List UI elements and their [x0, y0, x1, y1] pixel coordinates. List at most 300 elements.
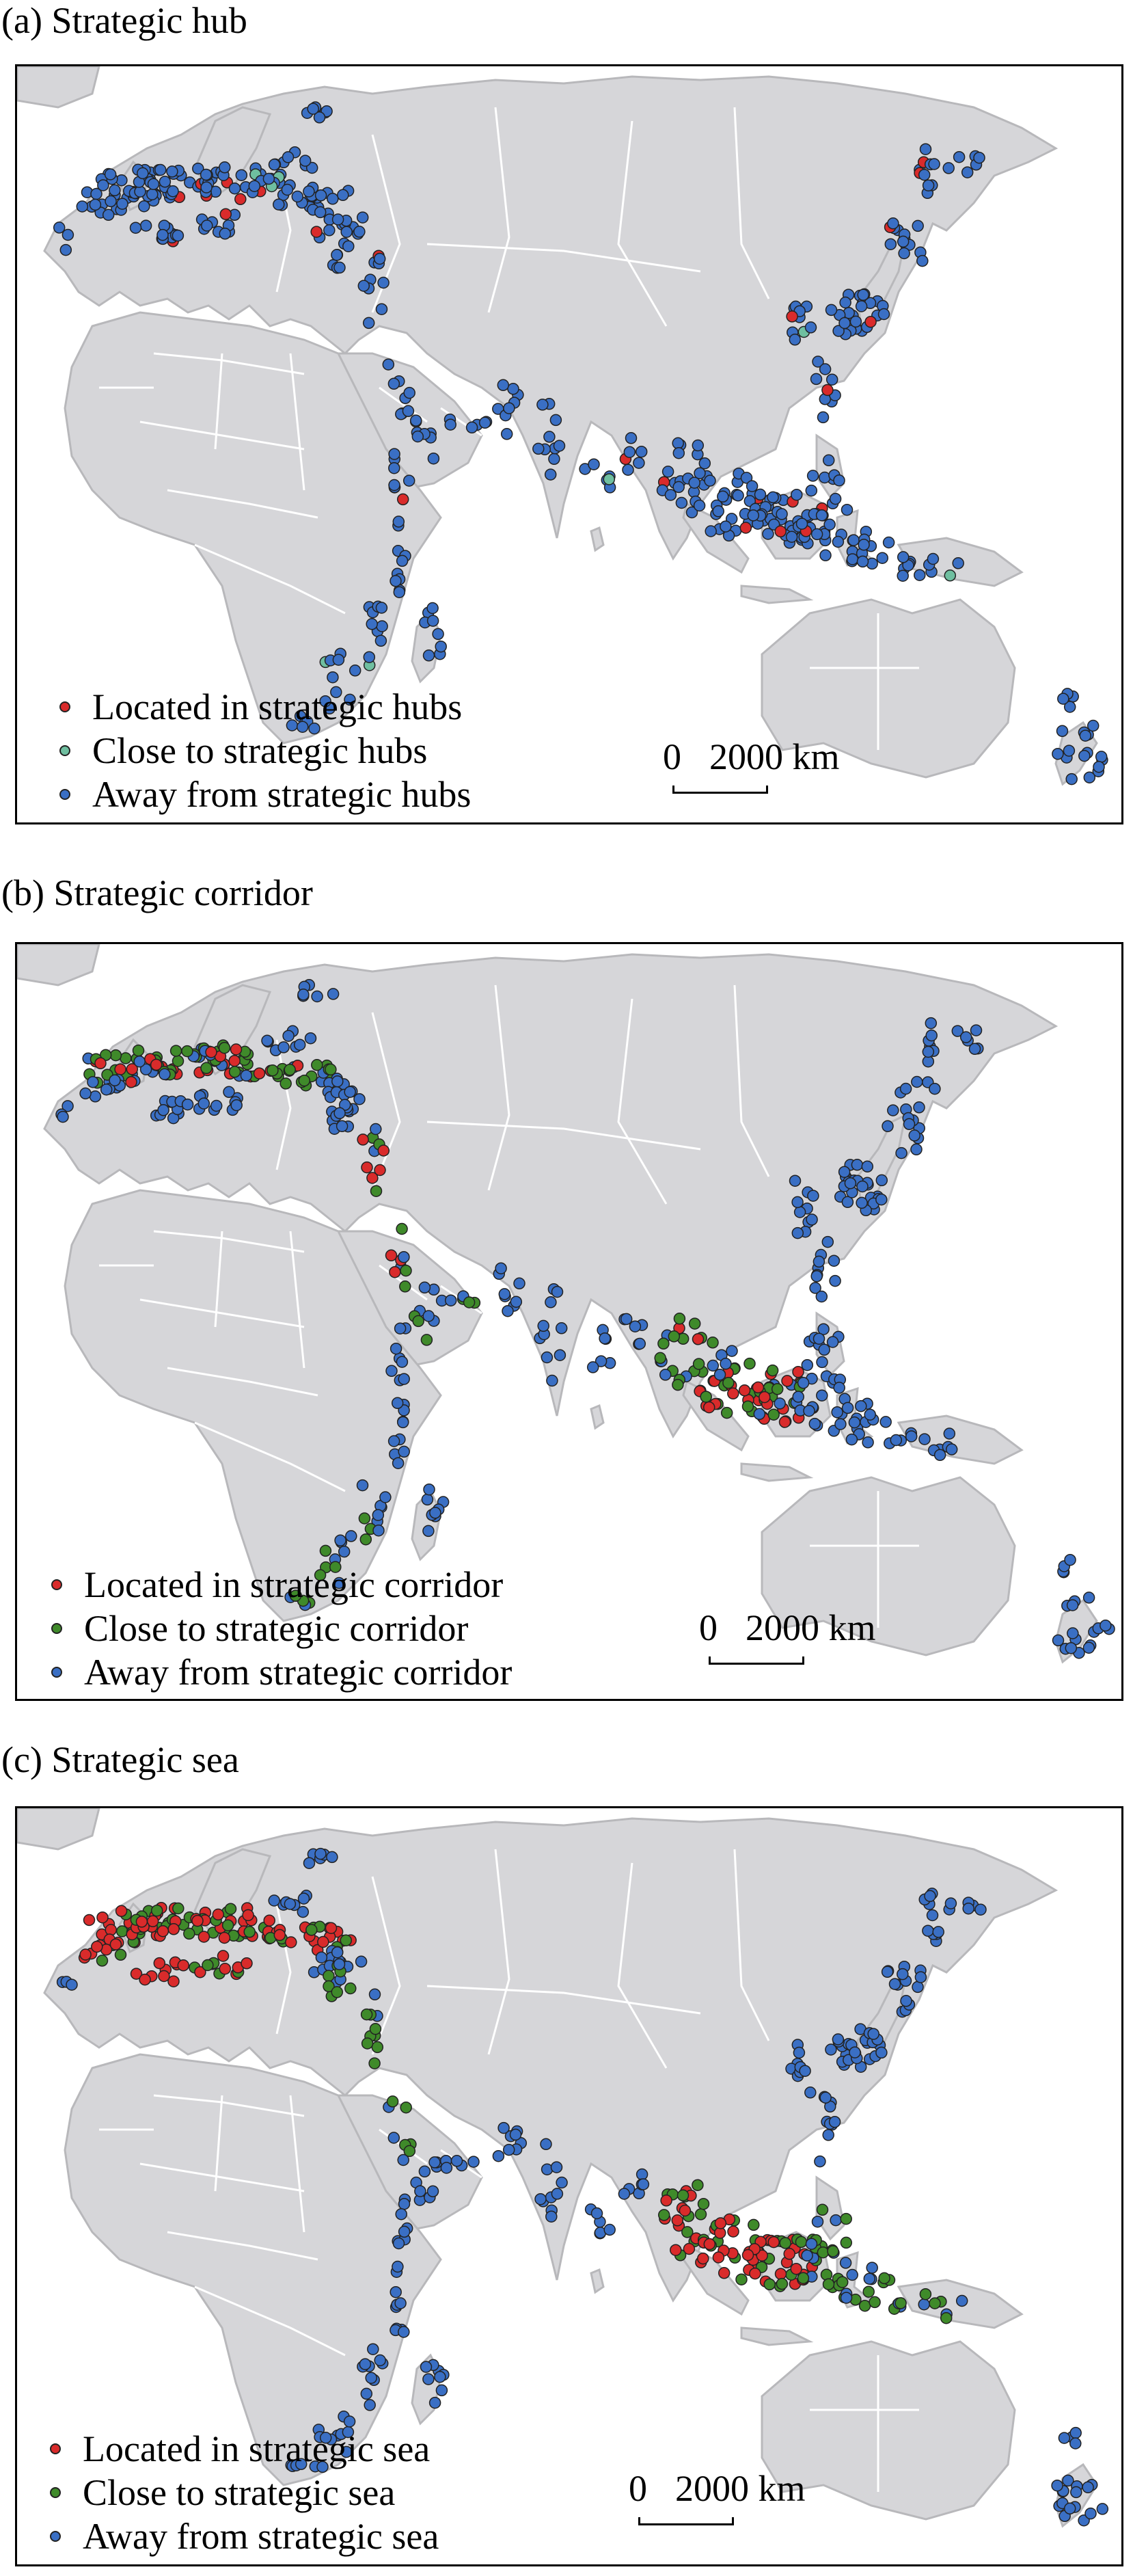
port-marker-located: [374, 1165, 385, 1176]
port-marker-located: [95, 1058, 106, 1069]
port-marker-away: [343, 241, 354, 252]
port-marker-away: [201, 170, 212, 180]
panel-b-title: (b) Strategic corridor: [1, 872, 313, 913]
panel-a-scale-bar: [663, 736, 868, 805]
port-marker-away: [813, 2216, 823, 2227]
port-marker-close: [115, 1949, 126, 1960]
port-marker-away: [305, 1033, 316, 1044]
port-marker-away: [376, 602, 387, 613]
landmass: [741, 586, 810, 603]
port-marker-away: [830, 1276, 841, 1287]
port-marker-away: [493, 2151, 504, 2162]
port-marker-away: [283, 1030, 294, 1041]
port-marker-close: [244, 1927, 255, 1937]
port-marker-away: [300, 155, 311, 166]
port-marker-away: [430, 2398, 441, 2409]
port-marker-away: [715, 1369, 726, 1380]
port-marker-away: [370, 1989, 381, 2000]
port-marker-close: [223, 1920, 234, 1931]
port-marker-away: [230, 183, 241, 194]
port-marker-located: [713, 2252, 724, 2263]
port-marker-away: [927, 1910, 938, 1921]
port-marker-away: [504, 403, 515, 414]
port-marker-away: [1083, 1642, 1094, 1653]
port-marker-close: [97, 1955, 108, 1966]
port-marker-away: [423, 1525, 434, 1536]
port-marker-located: [231, 1044, 242, 1055]
port-marker-close: [780, 2238, 791, 2249]
port-marker-located: [206, 1047, 217, 1058]
landmass: [591, 1406, 603, 1428]
port-marker-away: [402, 405, 413, 416]
port-marker-away: [588, 459, 599, 470]
port-marker-away: [219, 228, 230, 239]
landmass: [741, 1464, 810, 1481]
port-marker-away: [618, 2188, 629, 2199]
port-marker-away: [419, 1282, 430, 1293]
port-marker-close: [678, 2190, 689, 2201]
legend-label-away: Away from strategic corridor: [84, 1652, 513, 1693]
port-marker-away: [621, 1313, 632, 1324]
port-marker-away: [544, 431, 555, 442]
close-marker-icon: [50, 2487, 61, 2498]
port-marker-away: [412, 431, 423, 442]
port-marker-away: [754, 1408, 765, 1419]
port-marker-away: [375, 635, 386, 646]
port-marker-close: [841, 2214, 851, 2225]
port-marker-away: [623, 464, 633, 475]
port-marker-away: [1067, 1628, 1078, 1639]
port-marker-away: [663, 466, 674, 477]
port-marker-away: [315, 206, 326, 217]
port-marker-located: [390, 1267, 400, 1278]
port-marker-away: [798, 1378, 809, 1388]
port-marker-away: [929, 1084, 940, 1095]
port-marker-away: [158, 1105, 169, 1116]
port-marker-located: [784, 2249, 795, 2259]
port-marker-located: [198, 1931, 209, 1942]
port-marker-located: [274, 1929, 285, 1940]
panel-c-map: [15, 1806, 1123, 2566]
port-marker-away: [552, 1287, 563, 1298]
port-marker-away: [689, 477, 700, 488]
port-marker-close: [795, 2236, 806, 2247]
port-marker-located: [318, 1937, 329, 1948]
port-marker-close: [767, 1365, 778, 1376]
port-marker-away: [391, 1343, 402, 1354]
port-marker-located: [220, 209, 231, 219]
port-marker-away: [231, 1100, 242, 1111]
port-marker-away: [430, 1507, 441, 1518]
port-marker-away: [80, 1088, 91, 1099]
port-marker-close: [696, 2209, 707, 2220]
landmass: [17, 66, 99, 107]
port-marker-away: [944, 1428, 955, 1439]
port-marker-away: [879, 309, 890, 320]
port-marker-located: [776, 2268, 787, 2279]
port-marker-close: [863, 2286, 874, 2297]
port-marker-away: [823, 455, 834, 466]
port-marker-close: [404, 2145, 415, 2156]
port-marker-away: [817, 1356, 828, 1367]
port-marker-away: [327, 672, 338, 683]
close-marker-icon: [51, 1623, 62, 1634]
port-marker-away: [546, 2211, 557, 2222]
port-marker-away: [864, 2273, 875, 2284]
legend-label-close: Close to strategic hubs: [92, 730, 428, 771]
port-marker-located: [791, 2264, 802, 2275]
port-marker-away: [404, 388, 415, 399]
port-marker-away: [888, 1105, 899, 1116]
port-marker-away: [249, 180, 260, 191]
port-marker-away: [328, 989, 339, 999]
port-marker-away: [424, 650, 435, 661]
port-marker-away: [182, 1099, 193, 1110]
port-marker-away: [269, 159, 280, 170]
legend-item-away: [59, 773, 471, 816]
port-marker-close: [690, 1318, 700, 1329]
port-marker-away: [748, 510, 759, 521]
port-marker-away: [720, 1358, 731, 1369]
port-marker-away: [283, 152, 294, 163]
port-marker-close: [280, 1078, 291, 1089]
port-marker-located: [704, 1402, 715, 1413]
port-marker-away: [901, 1996, 912, 2007]
port-marker-away: [726, 1345, 737, 1356]
port-marker-away: [332, 1076, 343, 1087]
port-marker-away: [508, 384, 519, 394]
port-marker-away: [1084, 1592, 1095, 1603]
port-marker-away: [848, 535, 859, 546]
port-marker-away: [399, 2199, 410, 2210]
legend-label-close: Close to strategic sea: [83, 2472, 396, 2513]
located-marker-icon: [59, 701, 70, 712]
legend-item-close: [59, 729, 471, 773]
port-marker-away: [917, 256, 928, 267]
port-marker-close: [929, 2298, 940, 2309]
port-marker-away: [804, 1406, 815, 1417]
port-marker-away: [421, 2361, 432, 2372]
port-marker-away: [1079, 751, 1090, 762]
port-marker-away: [468, 2156, 479, 2167]
landmass: [899, 1416, 1022, 1464]
port-marker-away: [904, 1118, 915, 1129]
port-marker-away: [57, 1112, 68, 1123]
port-marker-away: [364, 2400, 375, 2411]
port-marker-away: [898, 236, 909, 247]
port-marker-away: [856, 301, 867, 312]
port-marker-located: [126, 1077, 137, 1088]
port-marker-away: [219, 162, 230, 173]
landmass: [17, 944, 99, 985]
port-marker-away: [316, 1952, 327, 1963]
port-marker-away: [141, 220, 152, 231]
port-marker-away: [604, 2225, 615, 2236]
port-marker-away: [817, 510, 828, 521]
port-marker-away: [876, 2047, 887, 2058]
port-marker-away: [776, 509, 787, 520]
port-marker-away: [361, 2388, 372, 2399]
port-marker-away: [304, 1857, 315, 1868]
panel-b-map: [15, 942, 1123, 1701]
port-marker-away: [1057, 725, 1068, 736]
port-marker-away: [599, 1333, 610, 1344]
port-marker-away: [862, 1437, 873, 1448]
port-marker-located: [136, 1916, 147, 1927]
port-marker-away: [423, 2374, 434, 2385]
port-marker-away: [626, 433, 637, 444]
port-marker-away: [755, 489, 766, 500]
legend-label-located: Located in strategic hubs: [92, 686, 463, 727]
port-marker-close: [895, 2298, 906, 2309]
port-marker-away: [974, 152, 985, 163]
port-marker-away: [827, 374, 838, 385]
port-marker-away: [155, 165, 166, 176]
port-marker-away: [366, 2372, 377, 2383]
port-marker-away: [846, 1434, 857, 1445]
port-marker-away: [370, 1124, 381, 1135]
port-marker-located: [110, 1939, 121, 1950]
port-marker-close: [879, 2272, 890, 2283]
port-marker-away: [433, 628, 443, 639]
port-marker-away: [906, 1431, 917, 1442]
port-marker-away: [354, 226, 365, 237]
port-marker-away: [954, 152, 965, 163]
port-marker-away: [923, 1925, 933, 1936]
port-marker-away: [54, 222, 65, 233]
port-marker-close: [743, 1401, 754, 1412]
port-marker-away: [1096, 751, 1107, 762]
port-marker-away: [832, 1407, 843, 1418]
port-marker-away: [767, 492, 778, 502]
port-marker-away: [946, 1444, 957, 1455]
port-marker-away: [747, 481, 758, 492]
port-marker-away: [1052, 2480, 1063, 2491]
port-marker-away: [211, 1101, 222, 1112]
port-marker-away: [809, 1419, 820, 1430]
port-marker-located: [115, 1064, 126, 1075]
port-marker-away: [284, 1899, 295, 1909]
port-marker-away: [334, 1959, 345, 1970]
port-marker-away: [912, 1077, 923, 1088]
port-marker-away: [445, 419, 456, 430]
port-marker-away: [341, 226, 352, 237]
port-marker-away: [1058, 693, 1069, 704]
port-marker-located: [243, 1909, 254, 1920]
port-marker-close: [345, 1983, 356, 1994]
port-marker-away: [514, 1278, 525, 1289]
port-marker-located: [159, 1971, 169, 1982]
port-marker-close: [325, 1064, 336, 1075]
port-marker-away: [390, 576, 401, 587]
port-marker-located: [728, 1388, 739, 1399]
port-marker-away: [1088, 721, 1099, 732]
port-marker-located: [740, 522, 751, 533]
port-marker-away: [344, 1086, 355, 1097]
port-marker-away: [912, 220, 923, 231]
port-marker-away: [911, 1144, 922, 1155]
port-marker-away: [327, 1851, 338, 1862]
port-marker-away: [790, 1175, 801, 1186]
port-marker-away: [830, 494, 841, 505]
port-marker-away: [789, 334, 800, 345]
port-marker-away: [368, 2344, 379, 2354]
port-marker-away: [395, 2298, 406, 2309]
port-marker-away: [167, 166, 178, 177]
port-marker-close: [700, 1391, 711, 1402]
port-marker-close: [421, 1334, 432, 1345]
port-marker-away: [897, 1969, 908, 1980]
legend-label-away: Away from strategic sea: [83, 2516, 439, 2557]
port-marker-away: [733, 490, 743, 501]
port-marker-away: [333, 214, 344, 225]
port-marker-located: [743, 2250, 754, 2261]
port-marker-away: [60, 245, 71, 256]
port-marker-away: [535, 2194, 546, 2205]
port-marker-away: [389, 1436, 400, 1447]
port-marker-away: [415, 2186, 426, 2197]
port-marker-away: [847, 2270, 858, 2281]
port-marker-away: [961, 1032, 972, 1043]
port-marker-away: [137, 167, 148, 178]
scale-line: [672, 786, 768, 794]
port-marker-located: [254, 1068, 265, 1079]
legend-item-close: [51, 1607, 512, 1650]
port-marker-away: [820, 2092, 831, 2103]
port-marker-away: [840, 297, 851, 308]
port-marker-close: [603, 474, 614, 485]
port-marker-away: [502, 429, 513, 440]
port-marker-away: [386, 1365, 397, 1376]
port-marker-away: [793, 1391, 804, 1402]
port-marker-close: [361, 2009, 372, 2020]
port-marker-away: [975, 1904, 986, 1915]
port-marker-close: [674, 1313, 685, 1324]
port-marker-close: [226, 1903, 236, 1914]
port-marker-away: [316, 190, 327, 201]
port-marker-away: [467, 422, 478, 433]
port-marker-away: [885, 239, 896, 250]
port-marker-away: [1084, 772, 1095, 783]
port-marker-away: [354, 1094, 365, 1105]
port-marker-away: [411, 415, 422, 426]
port-marker-away: [792, 1228, 803, 1239]
port-marker-away: [802, 2250, 813, 2261]
port-marker-away: [117, 198, 128, 209]
port-marker-away: [167, 186, 178, 197]
port-marker-away: [292, 191, 303, 202]
port-marker-away: [868, 2028, 879, 2039]
scale-zero: 0: [699, 1607, 718, 1648]
port-marker-away: [446, 1295, 456, 1306]
port-marker-close: [284, 1064, 295, 1075]
port-marker-away: [1100, 1620, 1111, 1631]
port-marker-away: [499, 1289, 510, 1300]
port-marker-close: [817, 2204, 828, 2215]
port-marker-away: [556, 1323, 567, 1334]
port-marker-close: [723, 1378, 734, 1388]
port-marker-close: [658, 1338, 669, 1349]
port-marker-away: [547, 1376, 558, 1386]
port-marker-away: [835, 1419, 846, 1430]
port-marker-away: [390, 2287, 401, 2298]
away-marker-icon: [50, 2531, 61, 2542]
scale-label: 2000 km: [746, 1607, 876, 1648]
port-marker-close: [464, 1297, 475, 1308]
port-marker-away: [298, 989, 309, 1000]
port-marker-located: [84, 1915, 95, 1926]
port-marker-away: [427, 603, 438, 614]
port-marker-away: [634, 1339, 645, 1350]
port-marker-away: [495, 1263, 506, 1274]
legend-item-located: [50, 2427, 439, 2471]
port-marker-away: [429, 2157, 440, 2168]
port-marker-away: [308, 103, 318, 114]
panel-a-legend: [59, 685, 471, 816]
scale-label: 2000 km: [675, 2468, 806, 2509]
port-marker-away: [718, 491, 728, 502]
port-marker-away: [926, 1030, 937, 1041]
port-marker-away: [98, 180, 109, 191]
panel-a-title: (a) Strategic hub: [1, 0, 247, 41]
port-marker-away: [925, 1890, 936, 1901]
scale-line: [709, 1656, 804, 1665]
port-marker-located: [139, 1974, 150, 1985]
port-marker-away: [419, 2166, 430, 2177]
port-marker-away: [332, 1947, 343, 1958]
port-marker-away: [377, 304, 387, 314]
port-marker-away: [1065, 1643, 1076, 1654]
port-marker-away: [394, 2238, 405, 2249]
port-marker-away: [236, 170, 247, 180]
port-marker-away: [935, 1449, 946, 1460]
port-marker-away: [66, 1979, 77, 1990]
port-marker-away: [673, 448, 684, 459]
port-marker-close: [331, 1987, 342, 1998]
port-marker-close: [230, 1066, 241, 1077]
port-marker-away: [105, 196, 116, 206]
port-marker-away: [841, 2257, 851, 2268]
port-marker-away: [856, 1401, 866, 1412]
port-marker-close: [120, 1053, 131, 1064]
port-marker-away: [774, 1398, 785, 1409]
port-marker-away: [592, 2208, 603, 2219]
port-marker-away: [818, 412, 829, 422]
port-marker-located: [728, 2226, 739, 2237]
port-marker-close: [306, 1924, 317, 1935]
landmass: [17, 1808, 99, 1849]
port-marker-close: [369, 2058, 380, 2069]
port-marker-away: [824, 519, 835, 530]
port-marker-located: [235, 193, 246, 204]
port-marker-away: [545, 469, 556, 480]
port-marker-close: [722, 1408, 733, 1419]
port-marker-away: [797, 518, 808, 529]
port-marker-close: [772, 1384, 783, 1395]
port-marker-located: [693, 1334, 704, 1345]
port-marker-away: [832, 537, 843, 548]
port-marker-close: [698, 2199, 709, 2210]
legend-item-away: [51, 1650, 512, 1694]
port-marker-away: [914, 569, 925, 580]
port-marker-away: [134, 1056, 145, 1067]
port-marker-away: [1063, 745, 1074, 756]
port-marker-close: [182, 1046, 193, 1057]
port-marker-away: [502, 1306, 513, 1317]
port-marker-away: [551, 2162, 562, 2173]
port-marker-located: [386, 1250, 397, 1261]
port-marker-away: [374, 2355, 385, 2366]
